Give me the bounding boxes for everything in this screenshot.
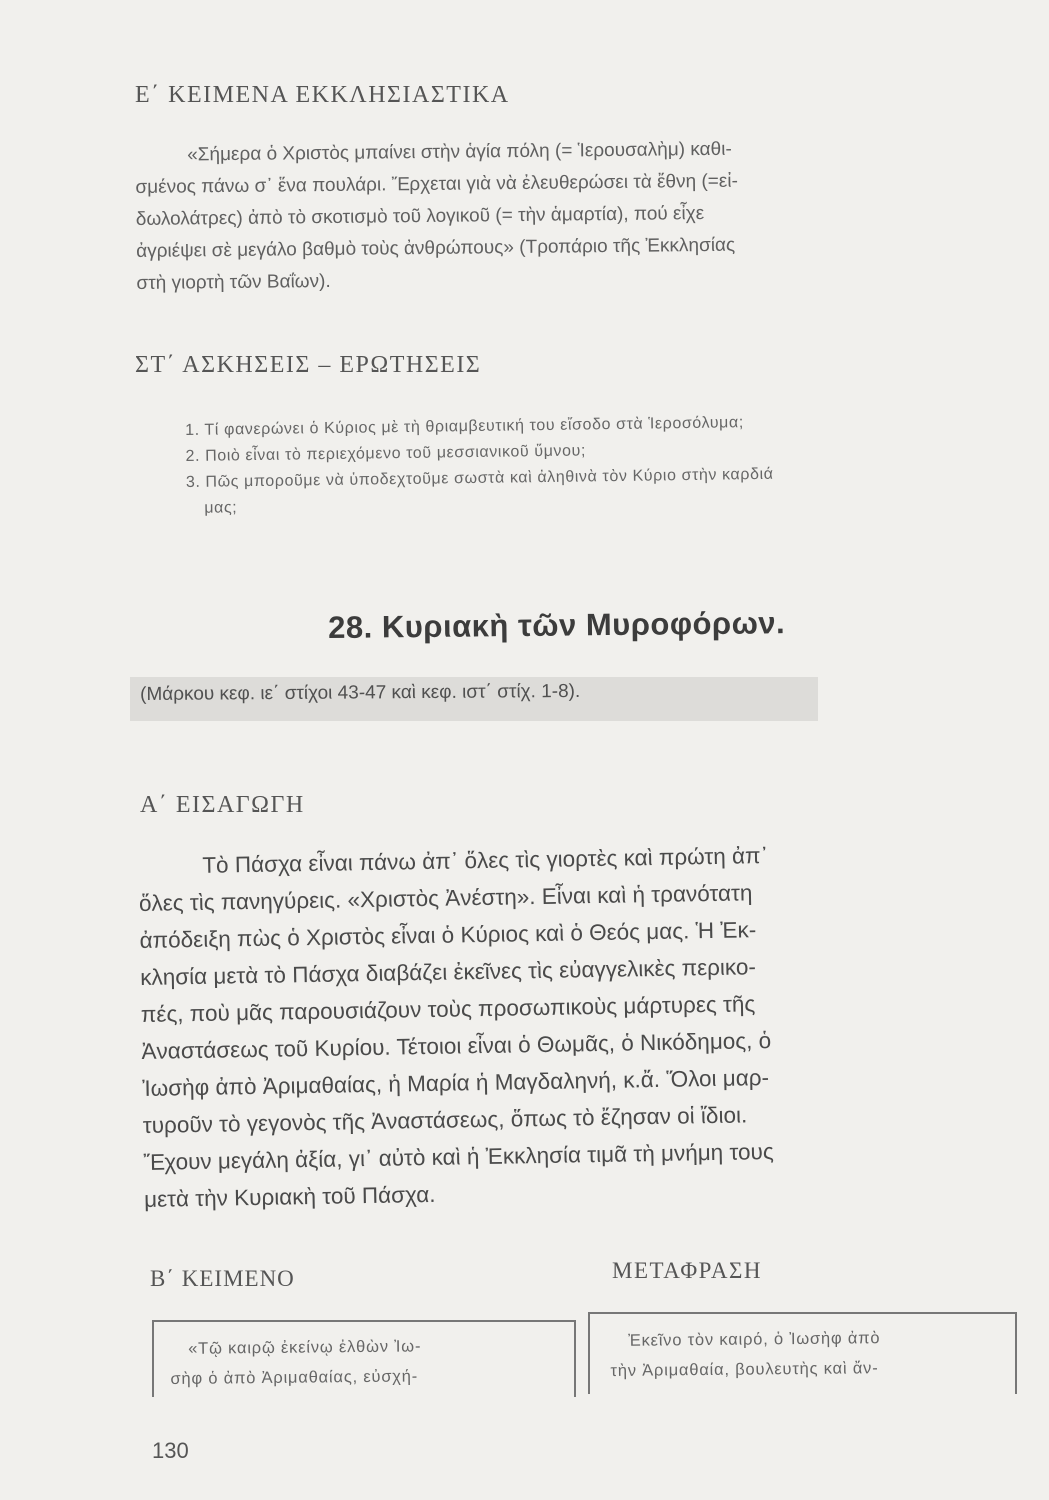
intro-line: κλησία μετὰ τὸ Πάσχα διαβάζει ἐκεῖνες τὶς εὐαγγελικὲς περικο- <box>140 954 757 990</box>
section-e-heading: Ε΄ ΚΕΙΜΕΝΑ ΕΚΚΛΗΣΙΑΣΤΙΚΑ <box>135 82 510 108</box>
question-item: 3. Πῶς μποροῦμε νὰ ὑποδεχτοῦμε σωστὰ καὶ ἀληθινὰ τὸν Κύριο στὴν καρδιά <box>185 465 774 491</box>
question-item: 1. Τί φανερώνει ὁ Κύριος μὲ τὴ θριαμβευτική του εἴσοδο στὰ Ἱεροσόλυμα; <box>185 414 744 439</box>
page-number: 130 <box>152 1438 189 1463</box>
section-st-heading: ΣΤ΄ ΑΣΚΗΣΕΙΣ – ΕΡΩΤΗΣΕΙΣ <box>135 352 482 378</box>
intro-line: Ἰωσὴφ ἀπὸ Ἀριμαθαίας, ἡ Μαρία ἡ Μαγδαληνή, κ.ἄ. Ὅλοι μαρ- <box>141 1065 770 1101</box>
chapter-title: 28. Κυριακὴ τῶν Μυροφόρων. <box>328 605 786 645</box>
translation-line: Ἐκεῖνο τὸν καιρό, ὁ Ἰωσὴφ ἀπὸ <box>628 1329 881 1350</box>
troparion-quote <box>135 131 1017 300</box>
intro-line: Τὸ Πάσχα εἶναι πάνω ἀπ᾽ ὅλες τὶς γιορτὲς καὶ πρώτη ἀπ᾽ <box>202 843 769 878</box>
intro-line: Ἔχουν μεγάλη ἀξία, γι᾽ αὐτὸ καὶ ἡ Ἐκκλησία τιμᾶ τὴ μνήμη τους <box>143 1138 774 1175</box>
intro-line: Ἀναστάσεως τοῦ Κυρίου. Τέτοιοι εἶναι ὁ Θωμᾶς, ὁ Νικόδημος, ὁ <box>141 1027 772 1064</box>
intro-line: τυροῦν τὸ γεγονὸς τῆς Ἀναστάσεως, ὅπως τὸ ἔζησαν οἱ ἴδιοι. <box>142 1102 748 1138</box>
quote-line: «Σήμερα ὁ Χριστὸς μπαίνει στὴν ἁγία πόλη (= Ἱερουσαλὴμ) καθι- <box>187 138 732 166</box>
quote-line: ἀγριέψει σὲ μεγάλο βαθμὸ τοὺς ἀνθρώπους» (Τροπάριο τῆς Ἐκκλησίας <box>136 234 736 262</box>
quote-line: στὴ γιορτὴ τῶν Βαΐων). <box>136 270 331 294</box>
section-b-heading: Β΄ ΚΕΙΜΕΝΟ <box>150 1266 295 1291</box>
original-text <box>170 1331 422 1394</box>
original-line: «Τῷ καιρῷ ἐκείνῳ ἐλθὼν Ἰω- <box>188 1337 422 1358</box>
scripture-reference: (Μάρκου κεφ. ιε΄ στίχοι 43-47 καὶ κεφ. ιστ΄ στίχ. 1-8). <box>140 680 581 705</box>
quote-line: δωλολάτρες) ἀπὸ τὸ σκοτισμὸ τοῦ λογικοῦ (= τὴν ἁμαρτία), πού εἶχε <box>135 203 705 230</box>
quote-line: σμένος πάνω σ᾽ ἕνα πουλάρι. Ἔρχεται γιὰ νὰ ἐλευθερώσει τὰ ἔθνη (=εἰ- <box>135 170 738 198</box>
intro-line: πές, ποὺ μᾶς παρουσιάζουν τοὺς προσωπικοὺς μάρτυρες τῆς <box>140 991 756 1027</box>
translation-text <box>610 1323 881 1386</box>
original-text-box <box>152 1320 576 1397</box>
translation-text-box <box>588 1312 1017 1394</box>
original-line: σὴφ ὁ ἀπὸ Ἀριμαθαίας, εὐσχή- <box>170 1367 419 1388</box>
question-item: 2. Ποιὸ εἶναι τὸ περιεχόμενο τοῦ μεσσιανικοῦ ὕμνου; <box>185 442 587 465</box>
translation-line: τὴν Ἀριμαθαία, βουλευτὴς καὶ ἄν- <box>610 1359 879 1380</box>
intro-line: ἀπόδειξη πὼς ὁ Χριστὸς εἶναι ὁ Κύριος καὶ ὁ Θεός μας. Ἡ Ἐκ- <box>139 917 757 953</box>
question-continuation: μας; <box>204 499 238 517</box>
section-a-heading: Α΄ ΕΙΣΑΓΩΓΗ <box>140 792 305 818</box>
intro-line: ὅλες τὶς πανηγύρεις. «Χριστὸς Ἀνέστη». Εἶναι καὶ ἡ τρανότατη <box>138 880 753 916</box>
introduction-text <box>138 833 1024 1218</box>
questions-list <box>185 406 1016 522</box>
intro-line: μετὰ τὴν Κυριακὴ τοῦ Πάσχα. <box>143 1181 436 1212</box>
translation-heading: ΜΕΤΑΦΡΑΣΗ <box>612 1258 762 1283</box>
